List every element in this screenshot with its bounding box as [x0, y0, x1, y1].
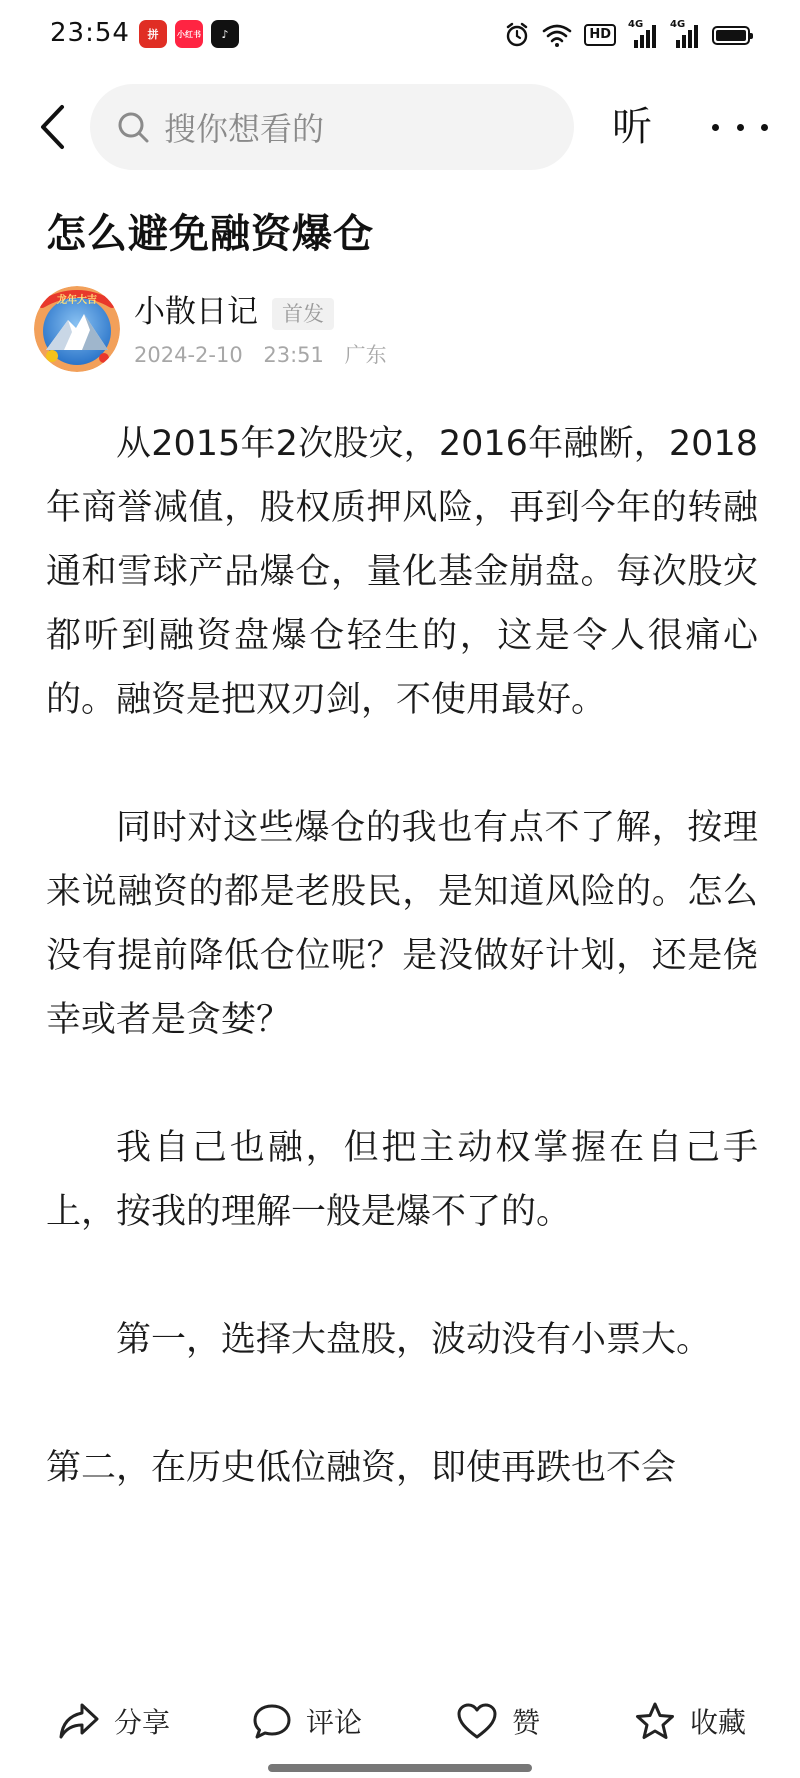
avatar[interactable]: [34, 286, 120, 372]
status-time: 23:54: [50, 18, 130, 48]
avatar-caption: 龙年大吉: [57, 295, 97, 306]
article-body: [46, 412, 758, 1564]
listen-button[interactable]: 听: [612, 104, 652, 150]
star-icon: [634, 1701, 676, 1741]
dot-icon: [737, 124, 744, 131]
chevron-left-icon: [38, 104, 68, 150]
battery-icon: [712, 26, 750, 45]
first-publish-badge: 首发: [272, 298, 334, 330]
dot-icon: [761, 124, 768, 131]
post-date: 2024-2-10: [134, 343, 243, 367]
comment-icon: [252, 1701, 292, 1741]
xiaohongshu-icon: 小红书: [175, 20, 203, 48]
post-location: 广东: [344, 343, 387, 367]
heart-icon: [456, 1701, 498, 1741]
dot-icon: [712, 124, 719, 131]
pinduoduo-icon: 拼: [139, 20, 167, 48]
favorite-button[interactable]: [634, 1698, 746, 1744]
favorite-label: 收藏: [690, 1706, 747, 1739]
top-nav-bar: [0, 82, 800, 172]
status-indicators: [504, 18, 750, 52]
author-name[interactable]: 小散日记: [134, 294, 258, 330]
like-label: 赞: [512, 1706, 541, 1739]
hd-voice-badge: HD: [584, 24, 616, 46]
douyin-icon: ♪: [211, 20, 239, 48]
like-button[interactable]: [456, 1698, 540, 1744]
signal-icon: [670, 19, 700, 48]
wifi-icon: [542, 23, 572, 47]
article-paragraph: 第一，选择大盘股，波动没有小票大。: [116, 1320, 712, 1360]
alarm-icon: [504, 22, 530, 48]
article-paragraph: 从2015年2次股灾，2016年融断，2018年商誉减值，股权质押风险，再到今年的转融通和雪球产品爆仓，量化基金崩盘。每次股灾都听到融资盘爆仓轻生的，这是令人很痛心的。融资是把双刃剑，不使用最好。: [46, 424, 758, 720]
network-type-label: 4G: [628, 19, 644, 30]
post-meta: [134, 340, 401, 370]
share-button[interactable]: [58, 1698, 170, 1744]
status-bar: [0, 0, 800, 74]
search-placeholder: 搜你想看的: [164, 110, 325, 148]
author-avatar-mountain-icon: [34, 286, 120, 372]
back-button[interactable]: [28, 102, 78, 152]
comment-button[interactable]: [252, 1698, 362, 1744]
post-time: 23:51: [263, 343, 324, 367]
share-icon: [58, 1701, 100, 1741]
more-options-button[interactable]: [712, 104, 768, 150]
share-label: 分享: [114, 1706, 171, 1739]
article-paragraph: 第二，在历史低位融资，即使再跌也不会: [46, 1448, 677, 1488]
comment-label: 评论: [306, 1706, 363, 1739]
network-type-label: 4G: [670, 19, 686, 30]
search-input[interactable]: [90, 84, 574, 170]
search-icon: [116, 110, 150, 144]
bottom-action-bar: [0, 1672, 800, 1778]
article-paragraph: 同时对这些爆仓的我也有点不了解，按理来说融资的都是老股民，是知道风险的。怎么没有提前降低仓位呢？是没做好计划，还是侥幸或者是贪婪？: [46, 808, 758, 1040]
article-paragraph: 我自己也融，但把主动权掌握在自己手上，按我的理解一般是爆不了的。: [46, 1128, 758, 1232]
article-title: 怎么避免融资爆仓: [46, 211, 374, 257]
home-indicator[interactable]: [268, 1764, 532, 1772]
signal-icon: [628, 19, 658, 48]
